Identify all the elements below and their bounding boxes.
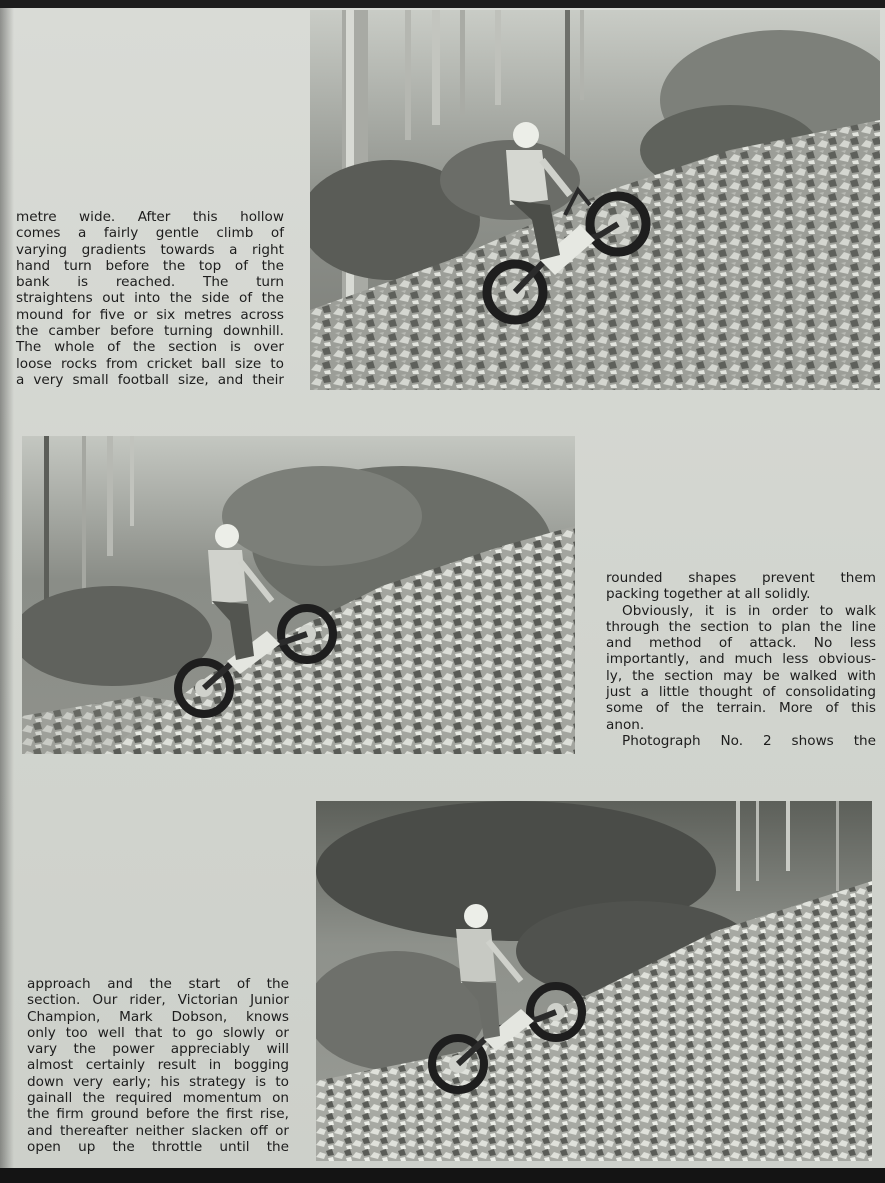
photo-rider-climb-1 <box>310 10 880 390</box>
text-line: ly, the section may be walked with <box>606 667 876 684</box>
text-line: anon. <box>606 716 645 733</box>
text-line: some of the terrain. More of this <box>606 700 876 717</box>
text-line: only too well that to go slowly or <box>27 1024 289 1041</box>
text-line: down very early; his strategy is to <box>27 1073 289 1090</box>
text-line: hand turn before the top of the <box>16 257 284 274</box>
text-line: section. Our rider, Victorian Junior <box>27 992 289 1009</box>
text-line: packing together at all solidly. <box>606 586 811 603</box>
text-line: comes a fairly gentle climb of <box>16 225 284 242</box>
text-line: rounded shapes prevent them <box>606 570 876 586</box>
text-line: gainall the required momentum on <box>27 1090 289 1107</box>
text-line: a very small football size, and their <box>16 371 284 388</box>
photo-rider-climb-2 <box>22 436 575 754</box>
text-line: just a little thought of consolidating <box>606 684 876 701</box>
text-line: bank is reached. The turn <box>16 274 284 291</box>
photo-1-image <box>310 10 880 390</box>
text-line: metre wide. After this hollow <box>16 209 284 225</box>
article-text-column-3 <box>27 976 289 1155</box>
text-line: varying gradients towards a right <box>16 241 284 258</box>
article-text-column-1 <box>16 209 284 388</box>
photo-rider-climb-3 <box>316 801 872 1161</box>
text-line: Photograph No. 2 shows the <box>622 732 876 749</box>
text-line: approach and the start of the <box>27 976 289 992</box>
magazine-page <box>0 8 885 1168</box>
text-line: importantly, and much less obvious- <box>606 651 876 668</box>
photo-2-image <box>22 436 575 754</box>
text-line: Champion, Mark Dobson, knows <box>27 1008 289 1025</box>
text-line: through the section to plan the line <box>606 618 876 635</box>
text-line: straightens out into the side of the <box>16 290 284 307</box>
text-line: and thereafter neither slacken off or <box>27 1122 289 1139</box>
text-line: almost certainly result in bogging <box>27 1057 289 1074</box>
article-text-column-2 <box>606 570 876 749</box>
text-line: mound for five or six metres across <box>16 306 284 323</box>
photo-3-image <box>316 801 872 1161</box>
text-line: Obviously, it is in order to walk <box>622 602 876 619</box>
text-line: the firm ground before the first rise, <box>27 1106 289 1123</box>
text-line: the camber before turning downhill. <box>16 323 284 340</box>
text-line: open up the throttle until the <box>27 1138 289 1155</box>
text-line: The whole of the section is over <box>16 339 284 356</box>
text-line: and method of attack. No less <box>606 635 876 652</box>
page-edge-shadow <box>0 1168 885 1183</box>
text-line: vary the power appreciably will <box>27 1041 289 1058</box>
text-line: loose rocks from cricket ball size to <box>16 355 284 372</box>
